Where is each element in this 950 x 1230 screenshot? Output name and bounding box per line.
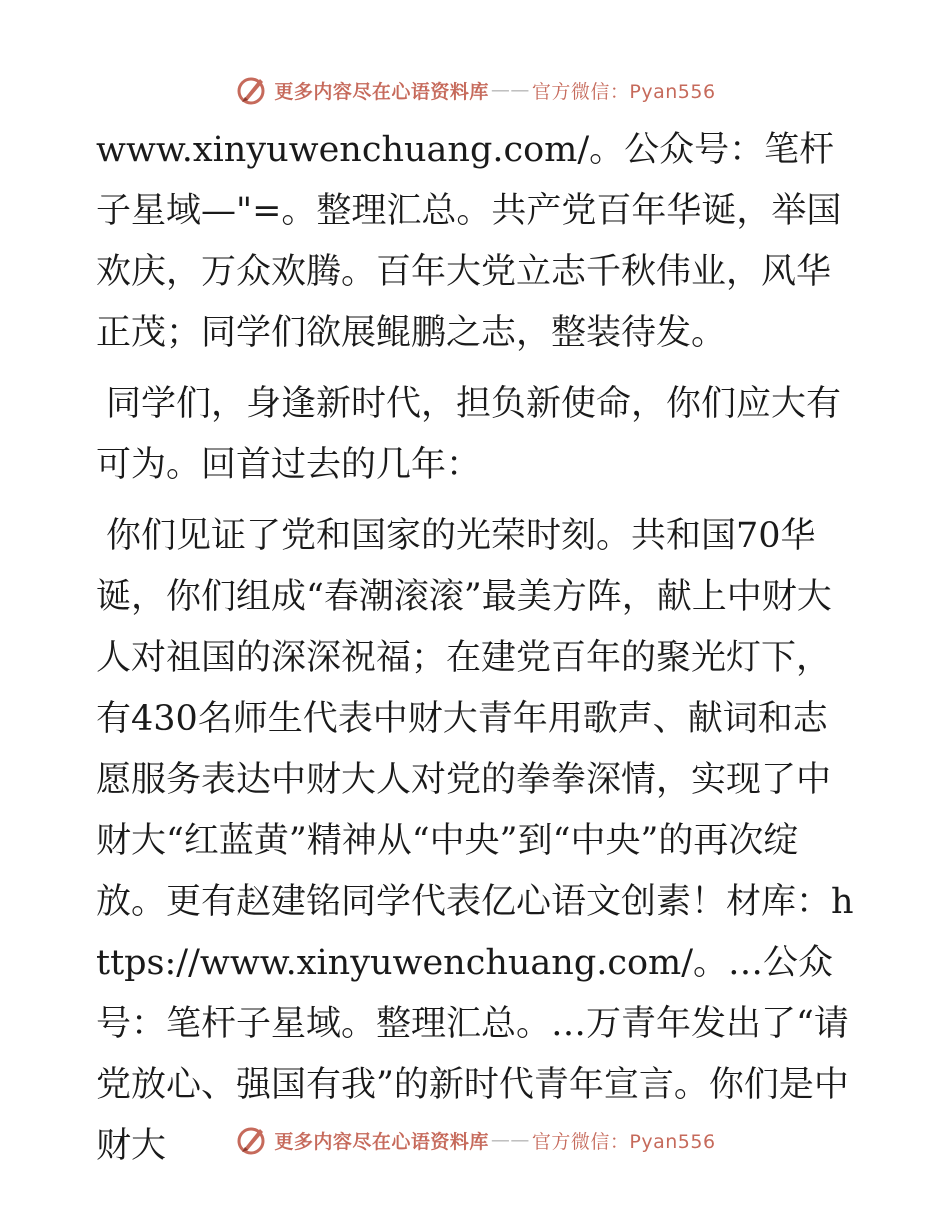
paragraph-1: www.xinyuwenchuang.com/。公众号：笔杆子星域—"=。整理汇总。共产党百年华诞，举国欢庆，万众欢腾。百年大党立志千秋伟业，风华正茂；同学们欲展鲲鹏之志，整装待发。 (96, 130, 842, 353)
header-watermark (0, 70, 950, 110)
quill-pen-circle-icon (234, 73, 268, 107)
watermark-text: 更多内容尽在心语资料库 (274, 1130, 489, 1153)
document-body (96, 120, 856, 1187)
watermark-wechat: 官方微信：Pyan556 (531, 1130, 716, 1153)
quill-pen-circle-icon (234, 1123, 268, 1157)
watermark-separator: —— (490, 1129, 530, 1151)
paragraph-2: 同学们，身逢新时代，担负新使命，你们应大有可为。回首过去的几年： (96, 384, 842, 485)
watermark-wechat: 官方微信：Pyan556 (531, 80, 716, 103)
watermark-separator: —— (490, 79, 530, 101)
footer-watermark (0, 1120, 950, 1160)
watermark-text: 更多内容尽在心语资料库 (274, 80, 489, 103)
paragraph-3: 你们见证了党和国家的光荣时刻。共和国70华诞，你们组成“春潮滚滚”最美方阵，献上中财大人对祖国的深深祝福；在建党百年的聚光灯下，有430名师生代表中财大青年用歌声、献词和志愿服务表达中财大人对党的拳拳深情，实现了中财大“红蓝黄”精神从“中央”到“中央”的再次绽放。更有赵建铭同学代表亿心语文创素！材库：https://www.xinyuwenchuang.com/。…公众号：笔杆子星域。整理汇总。…万青年发出了“请党放心、强国有我”的新时代青年宣言。你们是中财大 (96, 516, 854, 1166)
